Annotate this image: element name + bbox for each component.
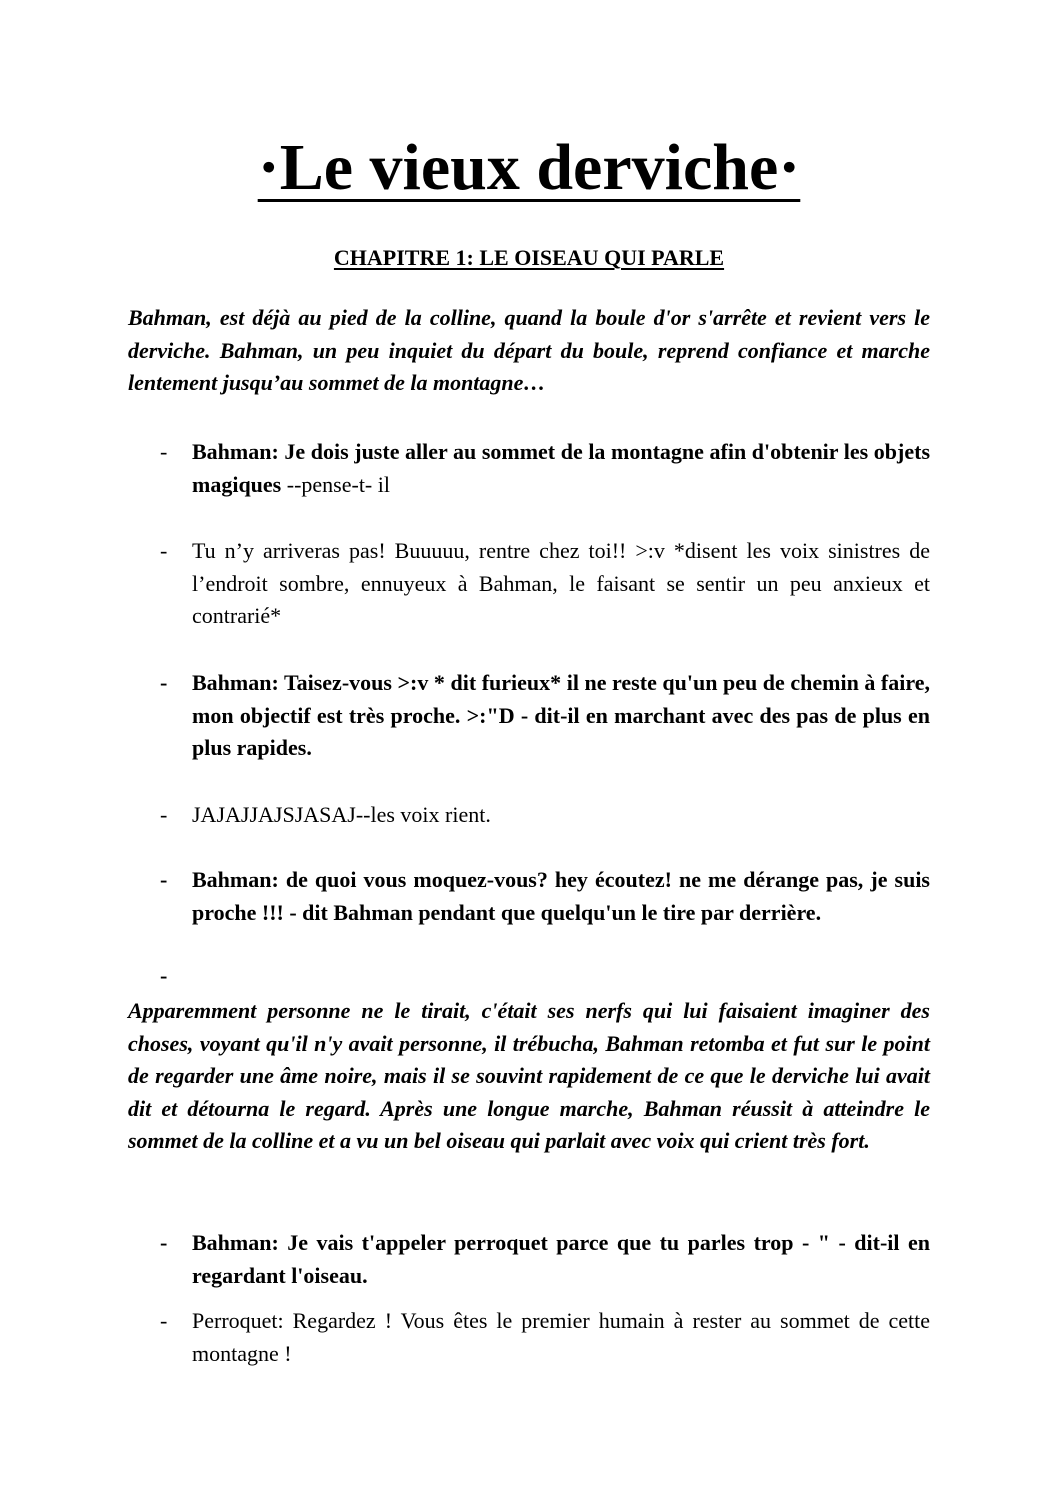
dialogue-text-7: Perroquet: Regardez ! Vous êtes le premier humain à rester au sommet de cette montagne ! (192, 1308, 930, 1366)
dialogue-text-1 (192, 436, 930, 501)
bullet-dash: - (160, 670, 168, 695)
document-title (0, 128, 1058, 208)
dialogue-text-1-bold: Bahman: Je dois juste aller au sommet de la montagne afin d'obtenir les objets magiques (192, 439, 930, 497)
lone-dash: - (160, 963, 168, 988)
chapter-heading (0, 243, 1058, 273)
dialogue-text-3: Bahman: Taisez-vous >:v * dit furieux* il ne reste qu'un peu de chemin à faire, mon objectif est très proche. >:"D - dit-il en marchant avec des pas de plus en plus rapides. (192, 670, 930, 760)
narration-paragraph-1: Bahman, est déjà au pied de la colline, quand la boule d'or s'arrête et revient vers le derviche. Bahman, un peu inquiet du départ du boule, reprend confiance et marche lentement jusqu’au sommet de la montagne… (128, 305, 930, 395)
dialogue-text-2: Tu n’y arriveras pas! Buuuuu, rentre chez toi!! >:v *disent les voix sinistres de l’endroit sombre, ennuyeux à Bahman, le faisant se sentir un peu anxieux et contrarié* (192, 538, 930, 628)
dialogue-item-4 (128, 799, 930, 832)
dialogue-text-1-regular: --pense-t- il (281, 471, 390, 497)
bullet-dash: - (160, 802, 168, 827)
dialogue-text-6: Bahman: Je vais t'appeler perroquet parce que tu parles trop - " - dit-il en regardant l'oiseau. (192, 1230, 930, 1288)
dialogue-text-5: Bahman: de quoi vous moquez-vous? hey écoutez! ne me dérange pas, je suis proche !!! - dit Bahman pendant que quelqu'un le tire par derrière. (192, 867, 930, 925)
dialogue-item-6 (128, 1227, 930, 1292)
dialogue-item-3 (128, 667, 930, 765)
chapter-heading-text: CHAPITRE 1: LE OISEAU QUI PARLE (333, 245, 725, 270)
dialogue-item-2 (128, 535, 930, 633)
bullet-dash: - (160, 439, 168, 464)
document-title-text: ·Le vieux derviche· (257, 131, 801, 204)
bullet-dash: - (160, 867, 168, 892)
narration-paragraph-2: Apparemment personne ne le tirait, c'était ses nerfs qui lui faisaient imaginer des choses, voyant qu'il n'y avait personne, il trébucha, Bahman retomba et fut sur le point de regarder une âme noire, mais il se souvint rapidement de ce que le derviche lui avait dit et détourna le regard. Après une longue marche, Bahman réussit à atteindre le sommet de la colline et a vu un bel oiseau qui parlait avec voix qui crient très fort. (128, 998, 930, 1153)
dialogue-item-5 (128, 864, 930, 929)
dialogue-item-1 (128, 436, 930, 501)
bullet-dash: - (160, 1230, 168, 1255)
bullet-dash: - (160, 538, 168, 563)
dialogue-item-7 (128, 1305, 930, 1370)
dialogue-text-4: JAJAJJAJSJASAJ--les voix rient. (192, 802, 491, 827)
bullet-dash: - (160, 1308, 168, 1333)
